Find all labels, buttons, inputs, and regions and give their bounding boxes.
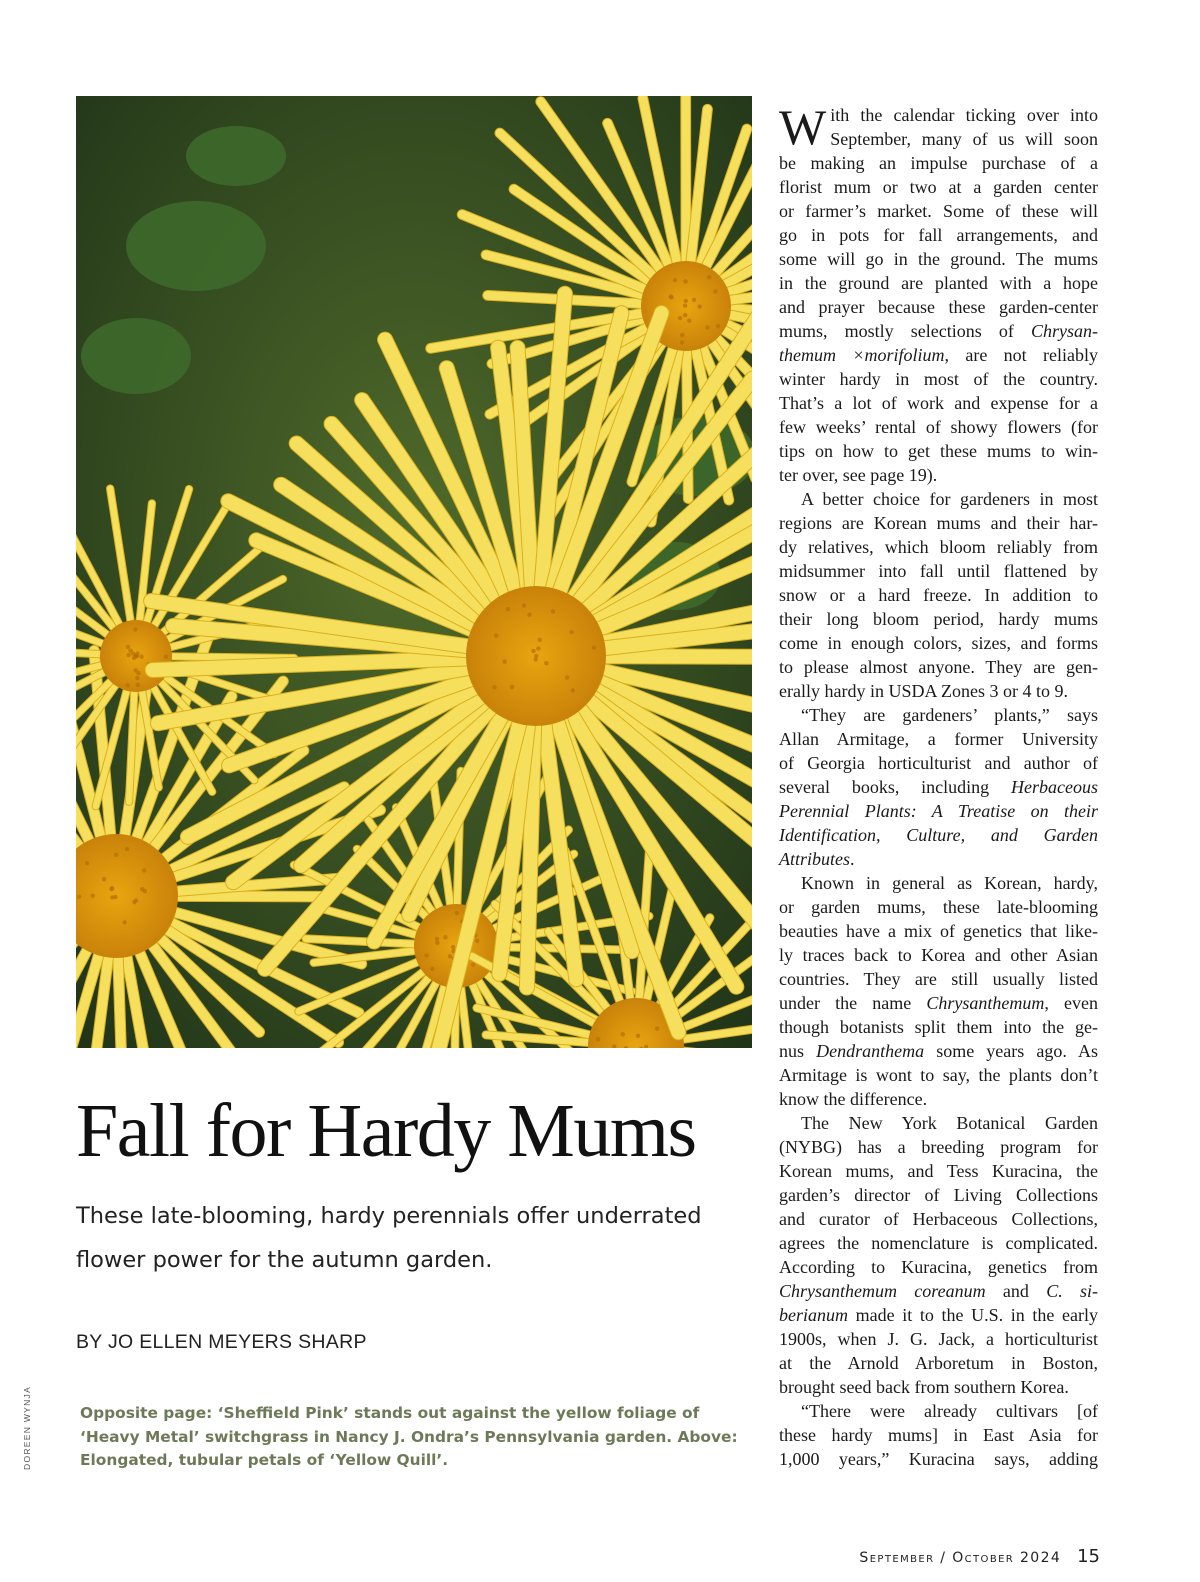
text-line: ith the calendar ticking over into [830, 105, 1098, 125]
text-line: and prayer because these garden-center [779, 297, 1098, 317]
issue-date: September / October 2024 [859, 1550, 1062, 1566]
text-line: Attributes. [779, 849, 855, 869]
text-line: (NYBG) has a breeding program for [779, 1137, 1098, 1157]
text-line: regions are Korean mums and their har- [779, 513, 1098, 533]
text-line: to please almost anyone. They are gen- [779, 657, 1098, 677]
text-line: The New York Botanical Garden [801, 1113, 1098, 1133]
text-line: Allan Armitage, a former University [779, 729, 1098, 749]
text-line: florist mum or two at a garden center [779, 177, 1098, 197]
text-line: “They are gardeners’ plants,” says [801, 705, 1098, 725]
drop-cap: W [779, 99, 827, 155]
text-line: these hardy mums] in East Asia for [779, 1425, 1098, 1445]
text-line: A better choice for gardeners in most [801, 489, 1098, 509]
text-line: According to Kuracina, genetics from [779, 1257, 1098, 1277]
text-line: or garden mums, these late-blooming [779, 897, 1098, 917]
text-line: September, many of us will soon [830, 129, 1098, 149]
text-line: though botanists split them into the ge- [779, 1017, 1098, 1037]
leaf [81, 318, 191, 394]
text-line: ter over, see page 19). [779, 465, 938, 485]
text-line: beauties have a mix of genetics that like- [779, 921, 1098, 941]
text-line: themum ×morifolium, are not reliably [779, 345, 1098, 365]
text-line: winter hardy in most of the country. [779, 369, 1098, 389]
text-line: That’s a lot of work and expense for a [779, 393, 1098, 413]
text-line: several books, including Herbaceous [779, 777, 1098, 797]
hero-photo [76, 96, 752, 1048]
text-line: come in enough colors, sizes, and forms [779, 633, 1098, 653]
text-line: Perennial Plants: A Treatise on their [779, 801, 1098, 821]
text-line: “There were already cultivars [of [801, 1401, 1098, 1421]
article-body [779, 99, 1098, 1471]
page-footer [859, 1546, 1100, 1567]
photo-caption: Opposite page: ‘Sheffield Pink’ stands out against the yellow foliage of ‘Heavy Metal’ switchgrass in Nancy J. Ondra’s Pennsylvania garden. Above: Elongated, tubular petals of ‘Yellow Quill’. [80, 1404, 738, 1469]
page-number: 15 [1077, 1546, 1100, 1567]
text-line: Korean mums, and Tess Kuracina, the [779, 1161, 1098, 1181]
text-line: agrees the nomenclature is complicated. [779, 1233, 1098, 1253]
text-line: mums, mostly selections of Chrysan- [779, 321, 1098, 341]
text-line: dy relatives, which bloom reliably from [779, 537, 1098, 557]
text-line: or farmer’s market. Some of these will [779, 201, 1098, 221]
text-line: ly traces back to Korea and other Asian [779, 945, 1098, 965]
text-line: snow or a hard freeze. In addition to [779, 585, 1098, 605]
text-line: know the difference. [779, 1089, 928, 1109]
text-line: few weeks’ rental of showy flowers (for [779, 417, 1098, 437]
text-line: be making an impulse purchase of a [779, 153, 1098, 173]
chrysanthemum-illustration [76, 96, 752, 1048]
text-line: 1900s, when J. G. Jack, a horticulturist [779, 1329, 1098, 1349]
text-line: 1,000 years,” Kuracina says, adding [779, 1449, 1098, 1469]
text-line: nus Dendranthema some years ago. As [779, 1041, 1098, 1061]
text-line: at the Arnold Arboretum in Boston, [779, 1353, 1098, 1373]
text-line: Armitage is wont to say, the plants don’t [779, 1065, 1098, 1085]
article-subtitle: These late-blooming, hardy perennials offer underrated flower power for the autumn garden. [76, 1203, 702, 1273]
text-line: brought seed back from southern Korea. [779, 1377, 1069, 1397]
text-line: berianum made it to the U.S. in the early [779, 1305, 1098, 1325]
byline: BY JO ELLEN MEYERS SHARP [76, 1331, 367, 1353]
text-line: tips on how to get these mums to win- [779, 441, 1098, 461]
text-line: erally hardy in USDA Zones 3 or 4 to 9. [779, 681, 1068, 701]
text-line: and curator of Herbaceous Collections, [779, 1209, 1098, 1229]
text-line: countries. They are still usually listed [779, 969, 1098, 989]
text-line: Known in general as Korean, hardy, [801, 873, 1098, 893]
leaf [186, 126, 286, 186]
leaf [126, 201, 266, 291]
text-line: Identification, Culture, and Garden [779, 825, 1098, 845]
text-line: Chrysanthemum coreanum and C. si- [779, 1281, 1098, 1301]
text-line: go in pots for fall arrangements, and [779, 225, 1098, 245]
text-line: in the ground are planted with a hope [779, 273, 1098, 293]
text-line: under the name Chrysanthemum, even [779, 993, 1098, 1013]
text-line: of Georgia horticulturist and author of [779, 753, 1098, 773]
text-line: some will go in the ground. The mums [779, 249, 1098, 269]
article-title: Fall for Hardy Mums [76, 1089, 696, 1173]
text-line: their long bloom period, hardy mums [779, 609, 1098, 629]
text-line: midsummer into fall until flattened by [779, 561, 1098, 581]
text-line: garden’s director of Living Collections [779, 1185, 1098, 1205]
photo-credit: DOREEN WYNJA [22, 1385, 32, 1470]
